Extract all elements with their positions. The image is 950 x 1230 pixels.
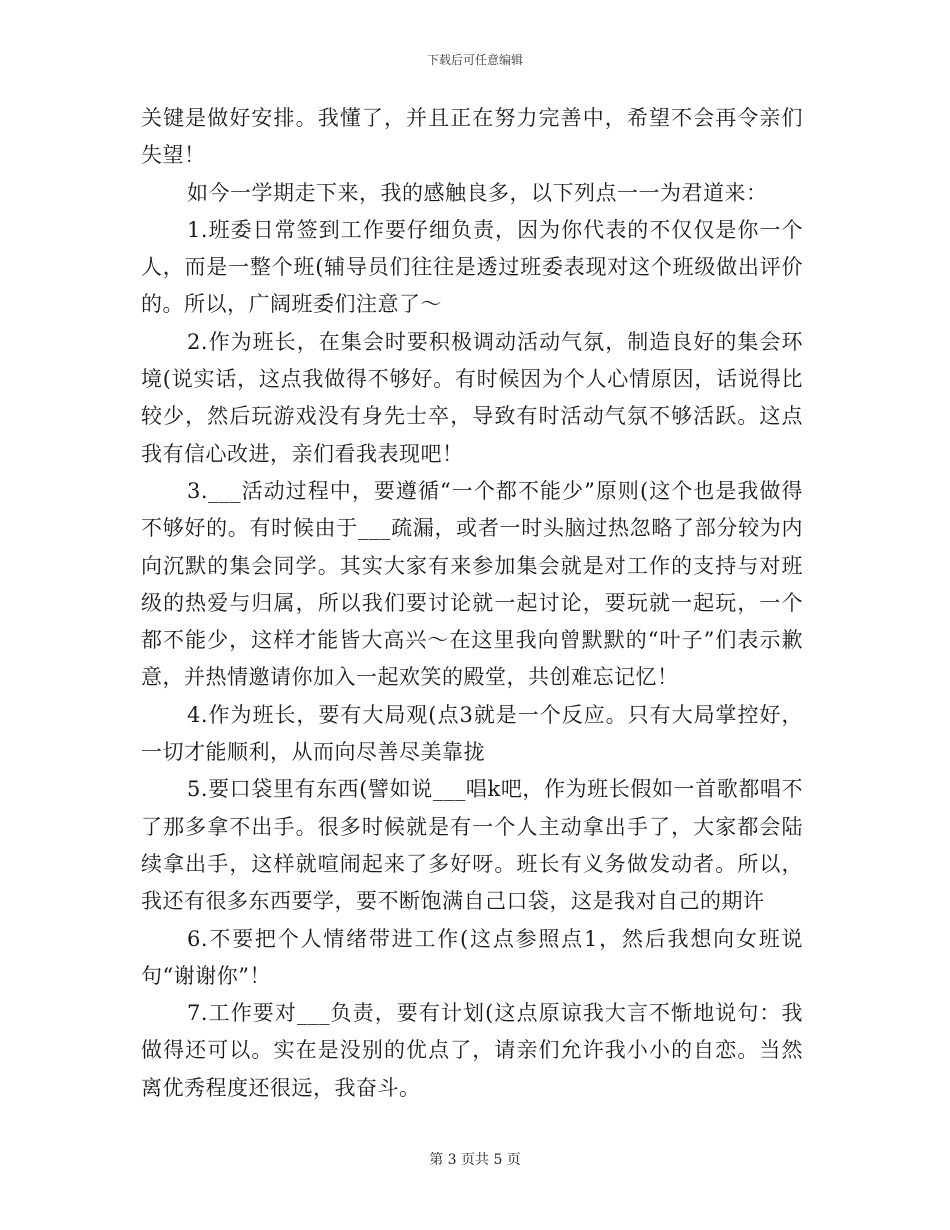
paragraph-point-2: 2.作为班长，在集会时要积极调动活动气氛，制造良好的集会环境(说实话，这点我做得不够好。有时候因为个人心情原因，话说得比较少，然后玩游戏没有身先士卒，导致有时活动气氛不够活跃。这点我有信心改进，亲们看我表现吧！ [141,329,803,466]
paragraph-point-4: 4.作为班长，要有大局观(点3就是一个反应。只有大局掌控好，一切才能顺利，从而向尽善尽美靠拢 [141,702,803,765]
paragraph-point-7: 7.工作要对___负责，要有计划(这点原谅我大言不惭地说句：我做得还可以。实在是没别的优点了，请亲们允许我小小的自恋。当然离优秀程度还很远，我奋斗。 [141,1001,803,1100]
document-body [141,100,803,1107]
paragraph-point-1: 1.班委日常签到工作要仔细负责，因为你代表的不仅仅是你一个人，而是一整个班(辅导员们往往是透过班委表现对这个班级做出评价的。所以，广阔班委们注意了～ [141,217,803,317]
paragraph-continuation: 关键是做好安排。我懂了，并且正在努力完善中，希望不会再令亲们失望！ [141,106,803,168]
paragraph-point-3: 3.___活动过程中，要遵循“一个都不能少”原则(这个也是我做得不够好的。有时候由于___疏漏，或者一时头脑过热忽略了部分较为内向沉默的集会同学。其实大家有来参加集会就是对工作的支持与对班级的热爱与归属，所以我们要讨论就一起讨论，要玩就一起玩，一个都不能少，这样才能皆大高兴～在这里我向曾默默的“叶子”们表示歉意，并热情邀请你加入一起欢笑的殿堂，共创难忘记忆！ [141,478,803,690]
paragraph-intro: 如今一学期走下来，我的感触良多，以下列点一一为君道来： [187,180,768,205]
page-header: 下载后可任意编辑 [426,53,523,67]
paragraph-point-6: 6.不要把个人情绪带进工作(这点参照点1，然后我想向女班说句“谢谢你”！ [141,926,803,988]
paragraph-point-5: 5.要口袋里有东西(譬如说___唱k吧，作为班长假如一首歌都唱不了那多拿不出手。很多时候就是有一个人主动拿出手了，大家都会陆续拿出手，这样就喧闹起来了多好呀。班长有义务做发动者。所以，我还有很多东西要学，要不断饱满自己口袋，这是我对自己的期许 [141,777,803,914]
page-number: 第 3 页共 5 页 [429,1152,521,1168]
